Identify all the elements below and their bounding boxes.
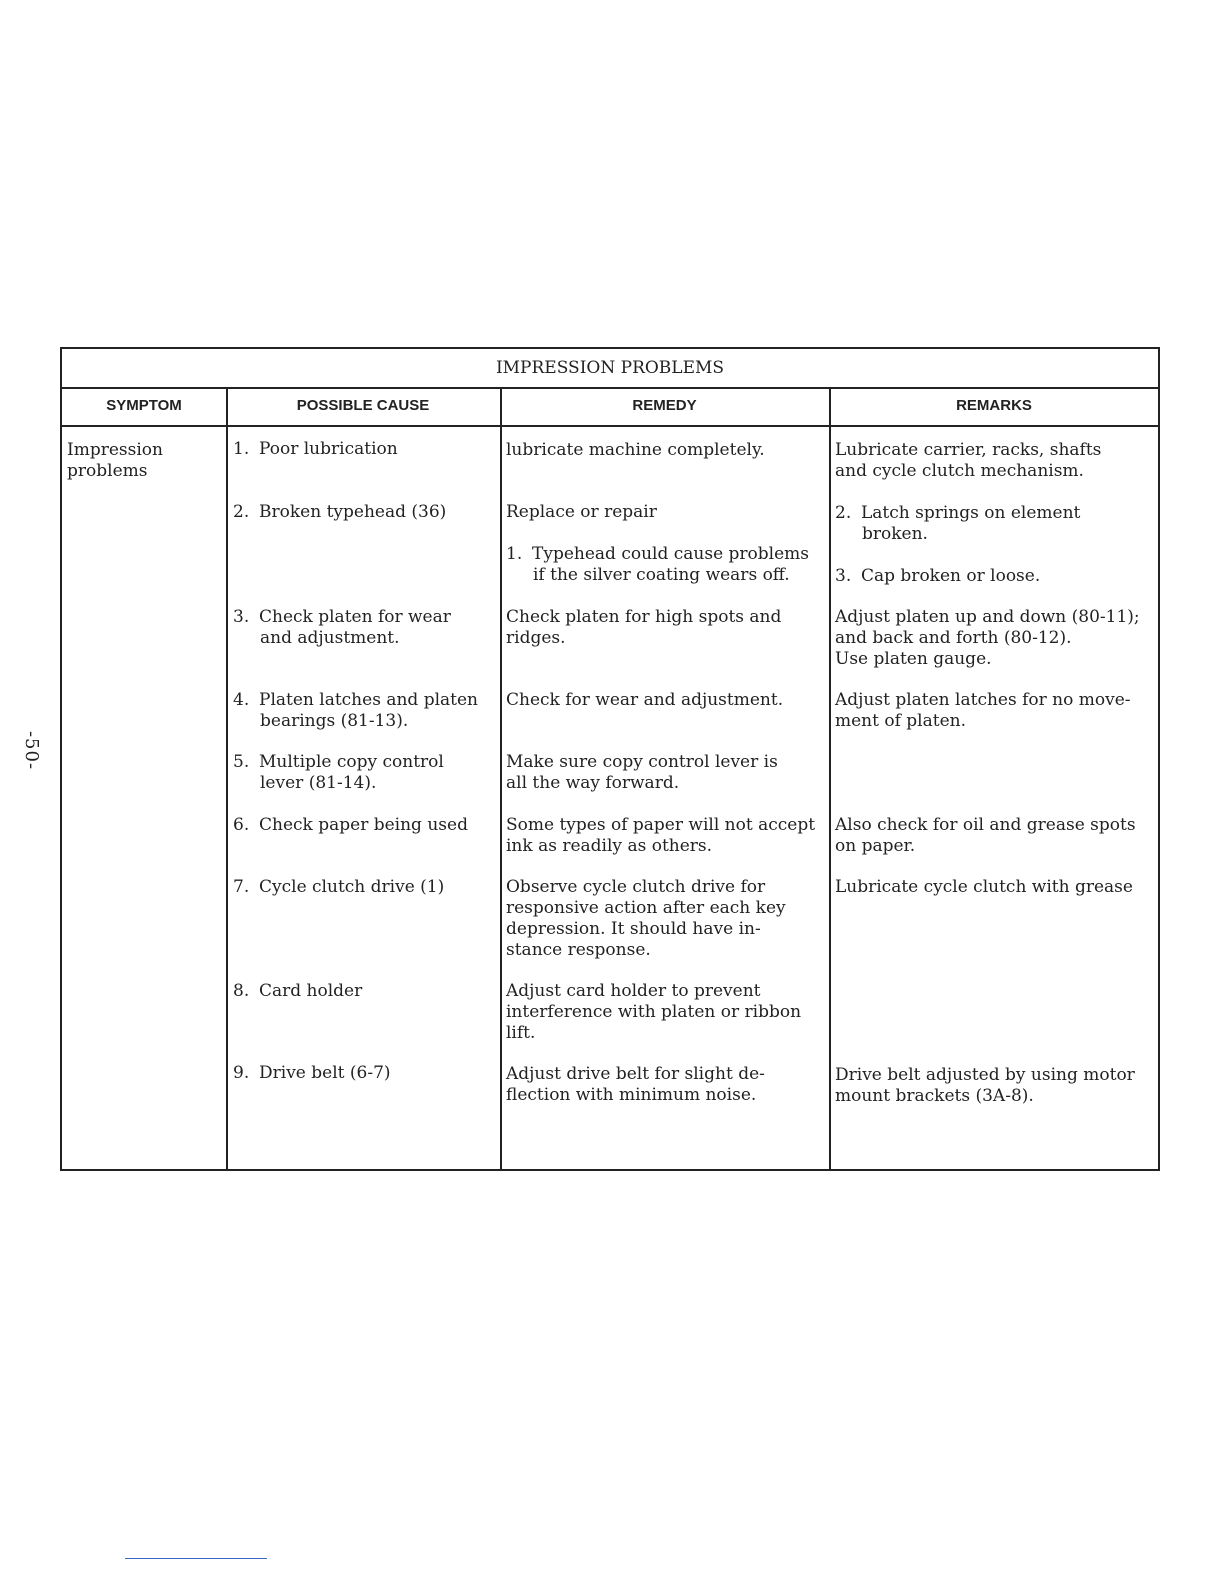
header-symptom: SYMPTOM: [106, 397, 182, 414]
cause-item: 8. Card holder: [233, 981, 363, 1001]
remedy-item: Check platen for high spots and ridges.: [506, 607, 782, 648]
cause-item: 9. Drive belt (6-7): [233, 1063, 391, 1083]
remedy-sub-item: 1. Typehead could cause problems if the silver coating wears off.: [506, 544, 810, 585]
impression-problems-table: [60, 347, 1160, 1171]
remarks-item: Lubricate carrier, racks, shafts and cycle clutch mechanism.: [835, 440, 1102, 481]
footer-rule: [125, 1558, 267, 1559]
cause-item: 1. Poor lubrication: [233, 439, 398, 459]
cause-item: 5. Multiple copy control lever (81-14).: [233, 752, 444, 793]
symptom-cell: Impression problems: [67, 440, 163, 481]
cause-item: 2. Broken typehead (36): [233, 502, 447, 522]
cause-item: 6. Check paper being used: [233, 815, 468, 835]
cause-item: 7. Cycle clutch drive (1): [233, 877, 445, 897]
remedy-item: Adjust card holder to prevent interference with platen or ribbon lift.: [506, 981, 802, 1043]
remedy-item: Make sure copy control lever is all the way forward.: [506, 752, 778, 793]
remedy-item: Adjust drive belt for slight de- flection with minimum noise.: [506, 1064, 765, 1105]
remarks-item: Also check for oil and grease spots on paper.: [835, 815, 1136, 856]
page-number: -50-: [21, 730, 43, 771]
remedy-item: Check for wear and adjustment.: [506, 690, 784, 710]
remarks-item: Adjust platen latches for no move- ment of platen.: [835, 690, 1131, 731]
table-title: IMPRESSION PROBLEMS: [62, 349, 1158, 389]
remarks-item: Lubricate cycle clutch with grease: [835, 877, 1133, 897]
header-possible-cause: POSSIBLE CAUSE: [296, 397, 430, 414]
header-remedy: REMEDY: [632, 397, 697, 414]
cause-item: 3. Check platen for wear and adjustment.: [233, 607, 451, 648]
remedy-item: lubricate machine completely.: [506, 440, 765, 460]
remarks-item: Drive belt adjusted by using motor mount brackets (3A-8).: [835, 1065, 1135, 1106]
remedy-item: Replace or repair: [506, 502, 657, 522]
table-body: [62, 425, 1158, 1169]
header-remarks: REMARKS: [956, 397, 1032, 414]
remarks-item: 3. Cap broken or loose.: [835, 566, 1041, 586]
remedy-item: Observe cycle clutch drive for responsive action after each key depression. It should have in- stance response.: [506, 877, 786, 960]
cause-item: 4. Platen latches and platen bearings (81-13).: [233, 690, 478, 731]
remarks-item: 2. Latch springs on element broken.: [835, 503, 1081, 544]
remarks-item: Adjust platen up and down (80-11); and back and forth (80-12). Use platen gauge.: [835, 607, 1140, 669]
remedy-item: Some types of paper will not accept ink as readily as others.: [506, 815, 816, 856]
